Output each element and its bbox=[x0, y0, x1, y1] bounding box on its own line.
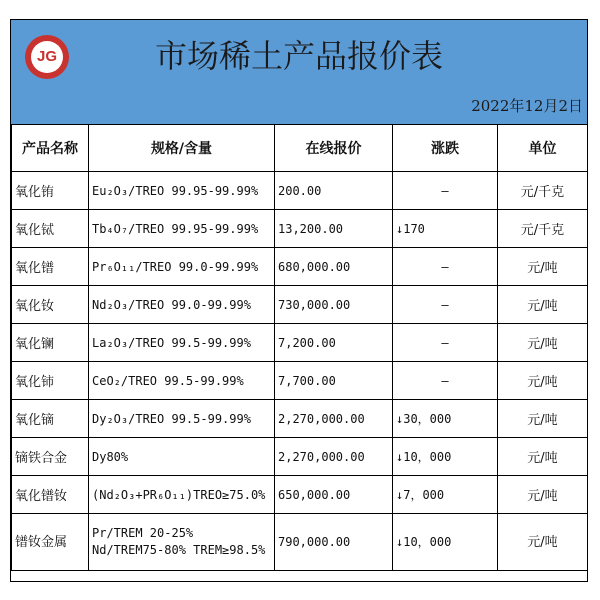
product-name: 氧化镨钕 bbox=[12, 476, 89, 514]
product-price: 790,000.00 bbox=[275, 514, 393, 571]
product-price: 7,700.00 bbox=[275, 362, 393, 400]
product-price: 650,000.00 bbox=[275, 476, 393, 514]
price-change: — bbox=[393, 324, 498, 362]
product-spec: Tb₄O₇/TREO 99.95-99.99% bbox=[89, 210, 275, 248]
table-row bbox=[12, 172, 588, 210]
product-spec: Nd₂O₃/TREO 99.0-99.99% bbox=[89, 286, 275, 324]
price-unit: 元/千克 bbox=[498, 172, 588, 210]
price-unit: 元/吨 bbox=[498, 362, 588, 400]
column-header-unit: 单位 bbox=[498, 125, 588, 172]
price-change: — bbox=[393, 172, 498, 210]
price-unit: 元/吨 bbox=[498, 248, 588, 286]
product-price: 200.00 bbox=[275, 172, 393, 210]
table-row bbox=[12, 248, 588, 286]
product-spec-line: Nd/TREM75-80% TREM≥98.5% bbox=[92, 543, 266, 557]
price-unit: 元/吨 bbox=[498, 324, 588, 362]
product-spec: CeO₂/TREO 99.5-99.99% bbox=[89, 362, 275, 400]
price-sheet bbox=[10, 19, 588, 582]
table-row bbox=[12, 514, 588, 571]
price-table bbox=[11, 124, 588, 571]
price-unit: 元/吨 bbox=[498, 514, 588, 571]
product-price: 680,000.00 bbox=[275, 248, 393, 286]
price-change: ↓10，000 bbox=[393, 514, 498, 571]
product-name: 氧化镝 bbox=[12, 400, 89, 438]
product-name: 氧化铽 bbox=[12, 210, 89, 248]
header-banner bbox=[11, 20, 587, 125]
price-unit: 元/吨 bbox=[498, 400, 588, 438]
product-name: 氧化铈 bbox=[12, 362, 89, 400]
column-header-price: 在线报价 bbox=[275, 125, 393, 172]
column-header-spec: 规格/含量 bbox=[89, 125, 275, 172]
table-row bbox=[12, 286, 588, 324]
table-row bbox=[12, 210, 588, 248]
product-name: 氧化镧 bbox=[12, 324, 89, 362]
product-spec: La₂O₃/TREO 99.5-99.99% bbox=[89, 324, 275, 362]
product-name: 镨钕金属 bbox=[12, 514, 89, 571]
price-change: — bbox=[393, 362, 498, 400]
product-price: 7,200.00 bbox=[275, 324, 393, 362]
product-spec: Dy₂O₃/TREO 99.5-99.99% bbox=[89, 400, 275, 438]
price-change: — bbox=[393, 286, 498, 324]
price-unit: 元/吨 bbox=[498, 438, 588, 476]
product-spec: Pr₆O₁₁/TREO 99.0-99.99% bbox=[89, 248, 275, 286]
price-change: ↓170 bbox=[393, 210, 498, 248]
product-spec-line: Pr/TREM 20-25% bbox=[92, 526, 194, 540]
table-row bbox=[12, 324, 588, 362]
table-row bbox=[12, 438, 588, 476]
product-price: 730,000.00 bbox=[275, 286, 393, 324]
table-row bbox=[12, 362, 588, 400]
product-spec: (Nd₂O₃+PR₆O₁₁)TREO≥75.0% bbox=[89, 476, 275, 514]
product-price: 13,200.00 bbox=[275, 210, 393, 248]
price-unit: 元/千克 bbox=[498, 210, 588, 248]
product-price: 2,270,000.00 bbox=[275, 400, 393, 438]
price-change: ↓30，000 bbox=[393, 400, 498, 438]
product-spec: Eu₂O₃/TREO 99.95-99.99% bbox=[89, 172, 275, 210]
table-row bbox=[12, 476, 588, 514]
product-name: 氧化镨 bbox=[12, 248, 89, 286]
price-unit: 元/吨 bbox=[498, 476, 588, 514]
page-title: 市场稀土产品报价表 bbox=[154, 37, 443, 75]
table-header-row bbox=[12, 125, 588, 172]
product-name: 氧化铕 bbox=[12, 172, 89, 210]
price-unit: 元/吨 bbox=[498, 286, 588, 324]
column-header-change: 涨跌 bbox=[393, 125, 498, 172]
price-change: ↓7，000 bbox=[393, 476, 498, 514]
product-name: 氧化钕 bbox=[12, 286, 89, 324]
table-row bbox=[12, 400, 588, 438]
product-name: 镝铁合金 bbox=[12, 438, 89, 476]
price-change: ↓10，000 bbox=[393, 438, 498, 476]
report-date: 2022年12月2日 bbox=[471, 97, 583, 115]
price-change: — bbox=[393, 248, 498, 286]
logo-mark: JG bbox=[31, 41, 63, 73]
product-spec: Dy80% bbox=[89, 438, 275, 476]
product-spec bbox=[89, 514, 275, 571]
product-price: 2,270,000.00 bbox=[275, 438, 393, 476]
column-header-name: 产品名称 bbox=[12, 125, 89, 172]
